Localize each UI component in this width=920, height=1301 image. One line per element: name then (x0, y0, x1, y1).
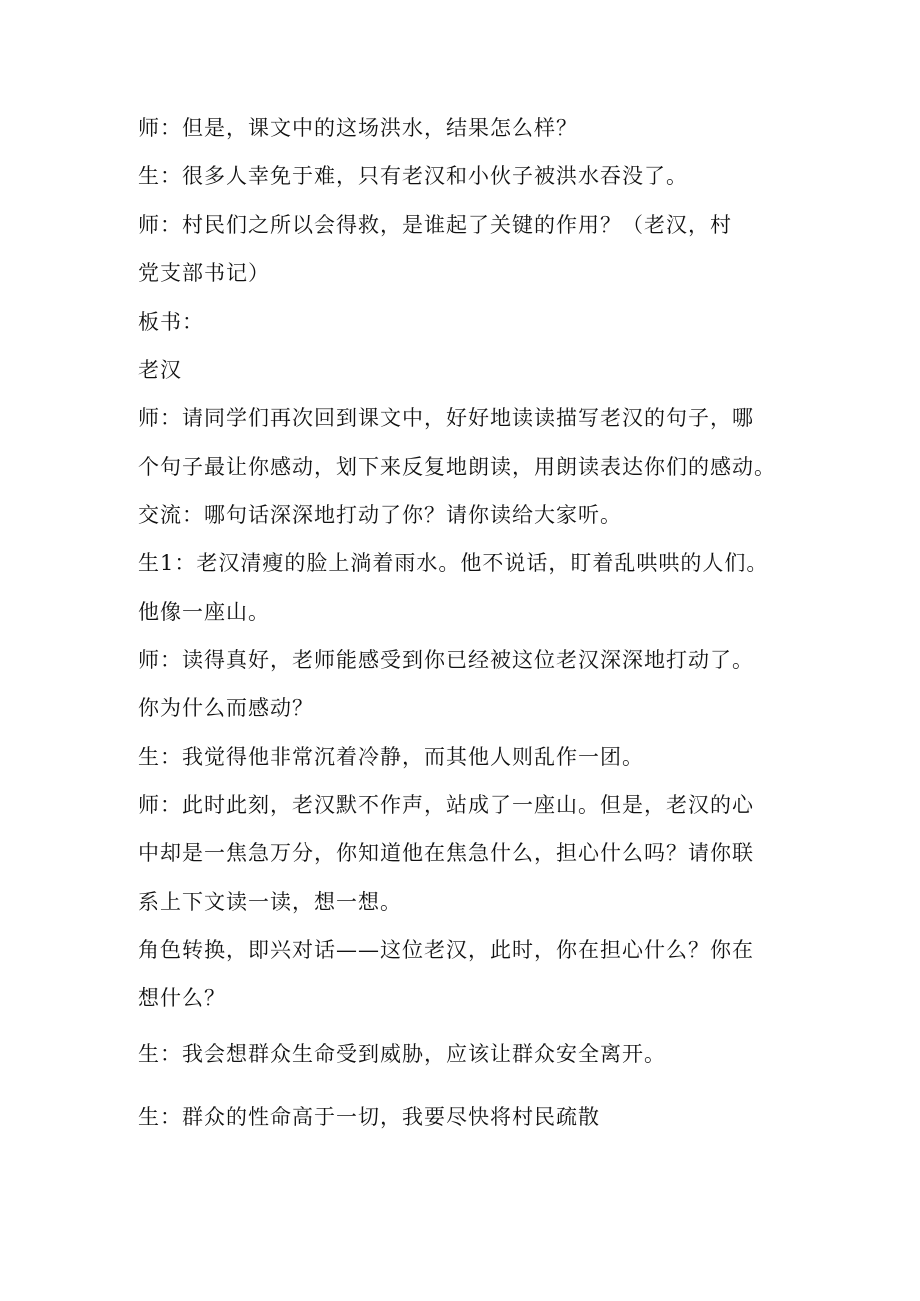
text-line: 师：此时此刻，老汉默不作声，站成了一座山。但是，老汉的心 (138, 793, 754, 817)
text-line: 中却是一焦急万分，你知道他在焦急什么，担心什么吗？请你联 (138, 841, 754, 865)
text-line: 角色转换，即兴对话——这位老汉，此时，你在担心什么？你在 (138, 938, 754, 962)
text-line: 师：请同学们再次回到课文中，好好地读读描写老汉的句子，哪 (138, 406, 754, 430)
text-line: 想什么？ (138, 986, 226, 1010)
text-line: 师：村民们之所以会得救，是谁起了关键的作用？（老汉，村 (138, 213, 732, 237)
text-line: 系上下文读一读，想一想。 (138, 890, 402, 914)
text-line: 你为什么而感动？ (138, 696, 314, 720)
text-line: 党支部书记） (138, 261, 270, 285)
text-line: 板书： (138, 310, 204, 334)
text-line: 交流：哪句话深深地打动了你？请你读给大家听。 (138, 503, 622, 527)
text-line: 生：群众的性命高于一切，我要尽快将村民疏散 (138, 1105, 600, 1129)
text-line: 生：我觉得他非常沉着冷静，而其他人则乱作一团。 (138, 745, 644, 769)
text-line: 生1：老汉清瘦的脸上淌着雨水。他不说话，盯着乱哄哄的人们。 (138, 551, 769, 575)
text-line: 师：但是，课文中的这场洪水，结果怎么样？ (138, 116, 578, 140)
text-line: 生：我会想群众生命受到威胁，应该让群众安全离开。 (138, 1042, 666, 1066)
text-line: 个句子最让你感动，划下来反复地朗读，用朗读表达你们的感动。 (138, 455, 776, 479)
text-line: 生：很多人幸免于难，只有老汉和小伙子被洪水吞没了。 (138, 164, 688, 188)
text-line: 师：读得真好，老师能感受到你已经被这位老汉深深地打动了。 (138, 648, 754, 672)
text-line: 他像一座山。 (138, 600, 270, 624)
text-line: 老汉 (138, 358, 182, 382)
